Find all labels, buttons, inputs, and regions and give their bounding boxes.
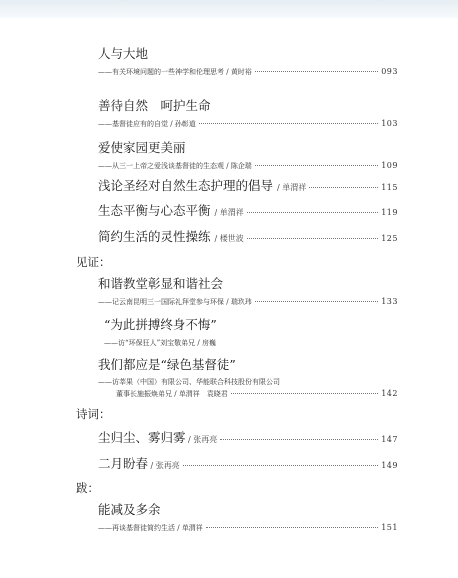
subtitle-text: ——有关环境问题的一些神学和伦理思考: [98, 68, 224, 76]
entry-subtitle: ——从三一上帝之爱浅谈基督徒的生态观 / 陈企瑞: [98, 162, 252, 170]
entry-title: 能减及多余: [98, 502, 161, 517]
entry-author: 陈企瑞: [230, 162, 252, 170]
entry-subtitle-line2: 董事长施振焕弟兄 / 单渭祥 袁晓君: [116, 390, 228, 398]
toc-entry[interactable]: [98, 355, 398, 399]
entry-title-row: [98, 176, 398, 194]
leader-dots: [255, 165, 378, 166]
entry-title: 生态平衡与心态平衡 / 单渭祥: [98, 203, 244, 218]
title-text: 二月盼春: [98, 456, 149, 471]
subtitle-text: ——从三一上帝之爱浅谈基督徒的生态观: [98, 162, 224, 170]
page-number: 151: [381, 523, 398, 532]
toc-entry[interactable]: [104, 315, 398, 348]
toc-entry[interactable]: [98, 176, 398, 194]
entry-subtitle: ——访莘果（中国）有限公司、华能联合科技股份有限公司: [98, 378, 280, 386]
entry-title-row: [98, 227, 398, 245]
title-text: 尘归尘、雾归雾: [98, 430, 186, 445]
subtitle-text: ——访“环保狂人”刘宝敬弟兄: [104, 339, 196, 347]
toc-entry[interactable]: [98, 96, 398, 129]
page-number: 149: [381, 461, 398, 470]
entry-subtitle-row: [98, 389, 398, 399]
entry-subtitle-row: ——访“环保狂人”刘宝敬弟兄 / 房巍: [104, 339, 216, 347]
entry-subtitle-row: [98, 161, 398, 171]
section-heading-poems: 诗词：: [76, 407, 111, 421]
subtitle-text: ——记云南昆明三一国际礼拜堂参与环保: [98, 298, 224, 306]
entry-author: 黄时裕: [230, 68, 252, 76]
toc-entry[interactable]: [98, 227, 398, 245]
leader-dots: [183, 465, 378, 466]
entry-subtitle: ——有关环境问题的一些神学和伦理思考 / 黄时裕: [98, 68, 252, 76]
page-number: 125: [381, 234, 398, 243]
leader-dots: [247, 238, 378, 239]
entry-title: 善待自然 呵护生命: [98, 98, 211, 113]
entry-title: 浅论圣经对自然生态护理的倡导 / 单渭祥: [98, 178, 307, 193]
leader-dots: [309, 187, 378, 188]
toc-entry[interactable]: [98, 138, 398, 171]
toc-entry[interactable]: [98, 454, 398, 472]
entry-author: 单渭祥: [181, 524, 203, 532]
entry-author: 房巍: [201, 339, 216, 347]
page-number: 133: [381, 297, 398, 306]
subtitle-text: ——基督徒应有的自觉: [98, 120, 168, 128]
page-number: 119: [381, 208, 398, 217]
entry-title: 我们都应是“绿色基督徒”: [98, 357, 236, 372]
entry-title: 简约生活的灵性操练 / 楼世波: [98, 229, 244, 244]
page-number: 109: [381, 161, 398, 170]
title-text: 生态平衡与心态平衡: [98, 203, 211, 218]
page-number: 115: [381, 183, 398, 192]
entry-author: 单渭祥: [219, 208, 244, 217]
entry-title: 二月盼春 / 张再亮: [98, 456, 180, 471]
page-number: 093: [381, 67, 398, 76]
leader-dots: [255, 301, 378, 302]
entry-subtitle-row: [98, 297, 398, 307]
page-number: 103: [381, 119, 398, 128]
entry-subtitle-row: [98, 67, 398, 77]
leader-dots: [220, 439, 378, 440]
entry-title: 爱使家园更美丽: [98, 140, 186, 155]
toc-entry[interactable]: [98, 428, 398, 446]
entry-author: 孙彰道: [174, 120, 196, 128]
entry-author: 楼世波: [219, 234, 244, 243]
entry-title-row: [98, 454, 398, 472]
entry-author: 单渭祥 袁晓君: [178, 390, 228, 398]
entry-subtitle-row: [98, 119, 398, 129]
toc-entry[interactable]: [98, 44, 398, 77]
entry-title-row: [98, 428, 398, 446]
page-number: 142: [381, 389, 398, 398]
entry-title-row: [98, 201, 398, 219]
entry-author: 张再亮: [155, 461, 180, 470]
title-text: 简约生活的灵性操练: [98, 229, 211, 244]
entry-author: 瑞玖玮: [230, 298, 252, 306]
title-text: 浅论圣经对自然生态护理的倡导: [98, 178, 274, 193]
subtitle-text: ——再谈基督徒简约生活: [98, 524, 175, 532]
leader-dots: [247, 212, 378, 213]
leader-dots: [255, 71, 378, 72]
section-heading-witness: 见证：: [76, 255, 111, 269]
section-heading-afterword: 跋：: [76, 481, 99, 495]
leader-dots: [231, 393, 378, 394]
subtitle-text: 董事长施振焕弟兄: [116, 390, 172, 398]
page-number: 147: [381, 435, 398, 444]
entry-subtitle: ——记云南昆明三一国际礼拜堂参与环保 / 瑞玖玮: [98, 298, 252, 306]
toc-entry[interactable]: [98, 500, 398, 533]
top-band: [0, 0, 458, 18]
entry-author: 张再亮: [193, 435, 218, 444]
entry-title: 人与大地: [98, 46, 149, 61]
entry-title: 尘归尘、雾归雾 / 张再亮: [98, 430, 218, 445]
toc-entry[interactable]: [98, 201, 398, 219]
entry-title: “为此拼搏终身不悔”: [104, 317, 217, 332]
leader-dots: [199, 123, 378, 124]
entry-title: 和谐教堂彰显和谐社会: [98, 276, 224, 291]
leader-dots: [206, 527, 378, 528]
entry-author: 单渭祥: [282, 183, 307, 192]
toc-entry[interactable]: [98, 274, 398, 307]
entry-subtitle: ——基督徒应有的自觉 / 孙彰道: [98, 120, 196, 128]
entry-subtitle: ——再谈基督徒简约生活 / 单渭祥: [98, 524, 203, 532]
entry-subtitle-row: [98, 523, 398, 533]
